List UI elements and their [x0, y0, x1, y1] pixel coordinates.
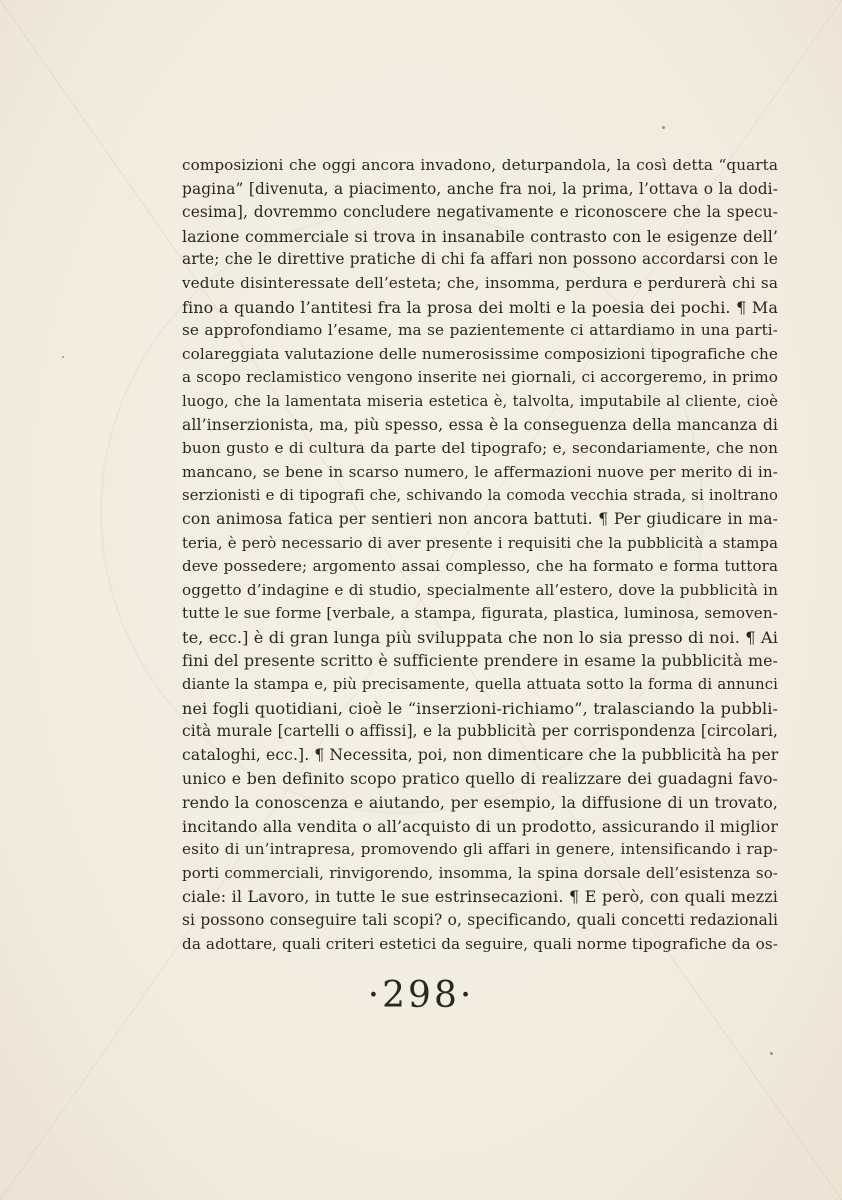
paper-speck	[62, 356, 64, 358]
paper-speck	[662, 126, 665, 129]
text-line: cità murale [cartelli o affissi], e la pubblicità per corrispondenza [circolari,	[182, 722, 778, 741]
text-line: se approfondiamo l’esame, ma se pazientemente ci attardiamo in una parti-	[182, 321, 778, 340]
text-line: luogo, che la lamentata miseria estetica è, talvolta, imputabile al cliente, cioè	[182, 392, 778, 410]
text-line: rendo la conoscenza e aiutando, per esempio, la diffusione di un trovato,	[182, 793, 778, 813]
text-line: mancano, se bene in scarso numero, le affermazioni nuove per merito di in-	[182, 462, 778, 481]
text-line: unico e ben definito scopo pratico quello di realizzare dei guadagni favo-	[182, 769, 778, 789]
text-line: cataloghi, ecc.]. ¶ Necessita, poi, non dimenticare che la pubblicità ha per	[182, 745, 779, 764]
text-line: ciale: il Lavoro, in tutte le sue estrinsecazioni. ¶ E però, con quali mezzi	[182, 887, 778, 907]
text-line: con animosa fatica per sentieri non ancora battuti. ¶ Per giudicare in ma-	[182, 509, 778, 528]
text-line: te, ecc.] è di gran lunga più sviluppata che non lo sia presso di noi. ¶ Ai	[182, 627, 778, 647]
text-line: vedute disinteressate dell’esteta; che, insomma, perdura e perdurerà chi sa	[182, 273, 778, 292]
text-line: serzionisti e di tipografi che, schivando la comoda vecchia strada, si inoltrano	[182, 487, 778, 505]
text-line: da adottare, quali criteri estetici da seguire, quali norme tipografiche da os-	[182, 934, 778, 953]
text-line: lazione commerciale si trova in insanabile contrasto con le esigenze dell’	[182, 226, 778, 246]
text-line: porti commerciali, rinvigorendo, insomma, la spina dorsale dell’esistenza so-	[182, 863, 778, 882]
text-line: fino a quando l’antitesi fra la prosa dei molti e la poesia dei pochi. ¶ Ma	[182, 297, 778, 317]
text-line: diante la stampa e, più precisamente, quella attuata sotto la forma di annunci	[182, 676, 778, 694]
text-line: teria, è però necessario di aver presente i requisiti che la pubblicità a stampa	[182, 534, 778, 552]
paper-speck	[770, 1052, 773, 1055]
text-line: buon gusto e di cultura da parte del tipografo; e, secondariamente, che non	[182, 439, 778, 458]
page-number: ·298·	[367, 975, 475, 1016]
text-line: nei fogli quotidiani, cioè le “inserzioni-richiamo”, tralasciando la pubbli-	[182, 698, 778, 718]
text-line: all’inserzionista, ma, più spesso, essa è la conseguenza della mancanza di	[182, 415, 778, 434]
text-line: si possono conseguire tali scopi? o, specificando, quali concetti redazionali	[182, 911, 778, 929]
text-line: composizioni che oggi ancora invadono, deturpandola, la così detta “quarta	[182, 156, 778, 174]
text-line: pagina” [divenuta, a piacimento, anche fra noi, la prima, l’ottava o la dodi-	[182, 179, 778, 198]
body-text	[182, 154, 778, 956]
text-line: deve possedere; argomento assai complesso, che ha formato e forma tuttora	[182, 557, 778, 576]
text-line: incitando alla vendita o all’acquisto di un prodotto, assicurando il miglior	[182, 816, 778, 836]
text-line: oggetto d’indagine e di studio, specialmente all’estero, dove la pubblicità in	[182, 580, 778, 599]
text-line: tutte le sue forme [verbale, a stampa, figurata, plastica, luminosa, semoven-	[182, 604, 778, 623]
text-line: cesima], dovremmo concludere negativamente e riconoscere che la specu-	[182, 203, 778, 222]
text-line: esito di un’intrapresa, promovendo gli affari in genere, intensificando i rap-	[182, 840, 778, 859]
text-line: arte; che le direttive pratiche di chi fa affari non possono accordarsi con le	[182, 250, 778, 269]
text-line: colareggiata valutazione delle numerosissime composizioni tipografiche che	[182, 344, 778, 363]
text-line: fini del presente scritto è sufficiente prendere in esame la pubblicità me-	[182, 651, 778, 671]
text-line: a scopo reclamistico vengono inserite nei giornali, ci accorgeremo, in primo	[182, 368, 778, 387]
